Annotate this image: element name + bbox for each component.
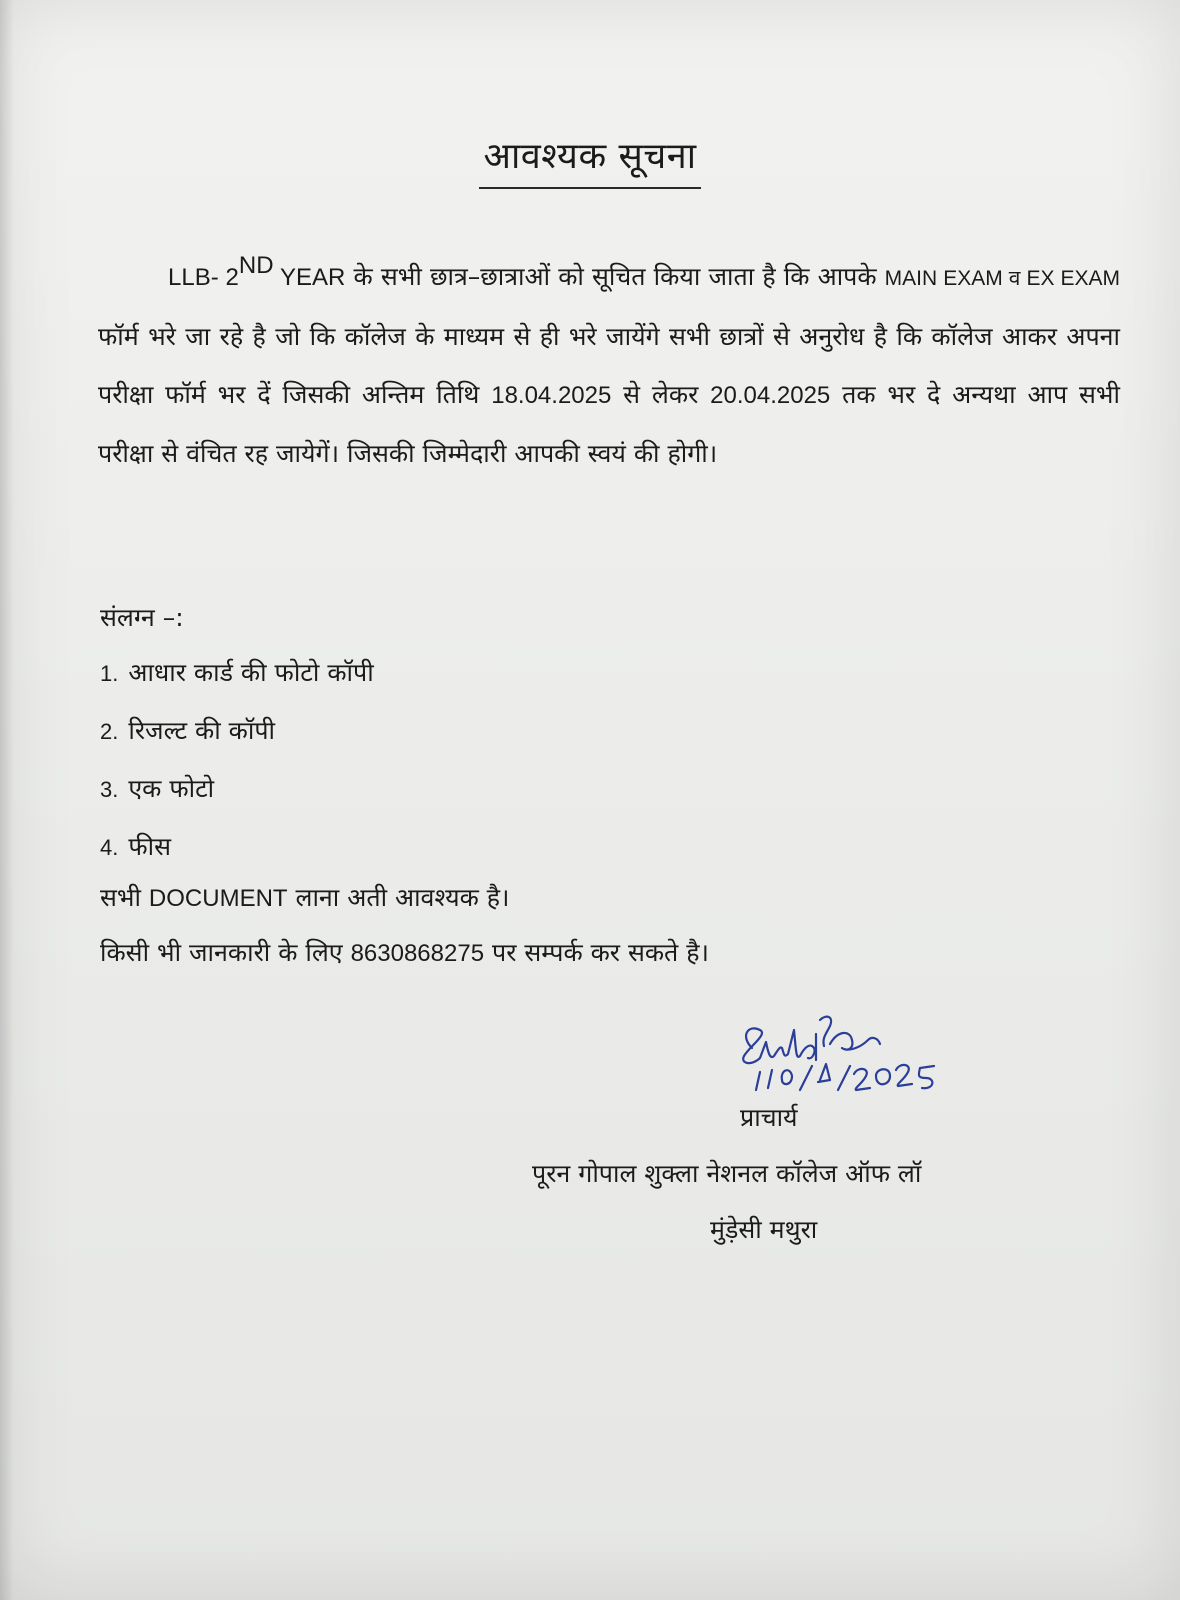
body-text-3: से लेकर [611,380,711,409]
list-item-label: आधार कार्ड की फोटो कॉपी [128,658,374,687]
list-item-number: 2. [100,719,119,744]
documents-note [100,880,509,914]
course-year: YEAR [273,264,346,291]
body-text-1: के सभी छात्र–छात्राओं को सूचित किया जाता है कि आपके [345,262,885,291]
notice-title: आवश्यक सूचना [479,130,700,189]
end-date: 20.04.2025 [710,382,831,409]
designation: प्राचार्य [740,1103,798,1132]
body-text-2: फॉर्म भरे जा रहे है जो कि कॉलेज के माध्यम से ही भरे जायेंगे सभी छात्रों से अनुरोध है कि कॉलेज आकर अपना परीक्षा फॉर्म भर दें जिसकी अन्तिम तिथि [98,322,1120,409]
body-text-4: तक भर दे अन्यथा आप सभी परीक्षा से वंचित रह जायेगें। जिसकी जिम्मेदारी आपकी स्वयं की होगी। [98,380,1120,468]
course-prefix: LLB- 2 [168,264,239,291]
documents-note-prefix: सभी [100,883,149,912]
exam-type: MAIN EXAM व EX EXAM [884,267,1120,290]
list-item-label: फीस [128,832,172,861]
documents-note-word: DOCUMENT [148,885,288,912]
list-item [100,829,374,887]
list-item [100,713,374,771]
list-item-number: 4. [100,835,119,860]
notice-body [98,248,1120,483]
list-item-number: 1. [100,661,119,686]
contact-note-suffix: पर सम्पर्क कर सकते है। [484,938,710,967]
list-item [100,655,374,713]
start-date: 18.04.2025 [491,382,612,409]
signature [730,990,970,1100]
attachments-heading: संलग्न –: [100,603,184,632]
course-superscript: ND [238,252,274,279]
contact-phone: 8630868275 [350,940,485,967]
attachments-list [100,655,374,887]
list-item-label: रिजल्ट की कॉपी [128,716,276,745]
list-item-label: एक फोटो [128,774,215,803]
documents-note-suffix: लाना अती आवश्यक है। [287,883,510,912]
list-item-number: 3. [100,777,119,802]
notice-title-wrap [0,130,1180,189]
list-item [100,771,374,829]
college-name: पूरन गोपाल शुक्ला नेशनल कॉलेज ऑफ लॉ [532,1159,922,1188]
contact-note-prefix: किसी भी जानकारी के लिए [100,938,351,967]
college-place: मुंड़ेसी मथुरा [710,1215,818,1244]
contact-note [100,935,709,969]
